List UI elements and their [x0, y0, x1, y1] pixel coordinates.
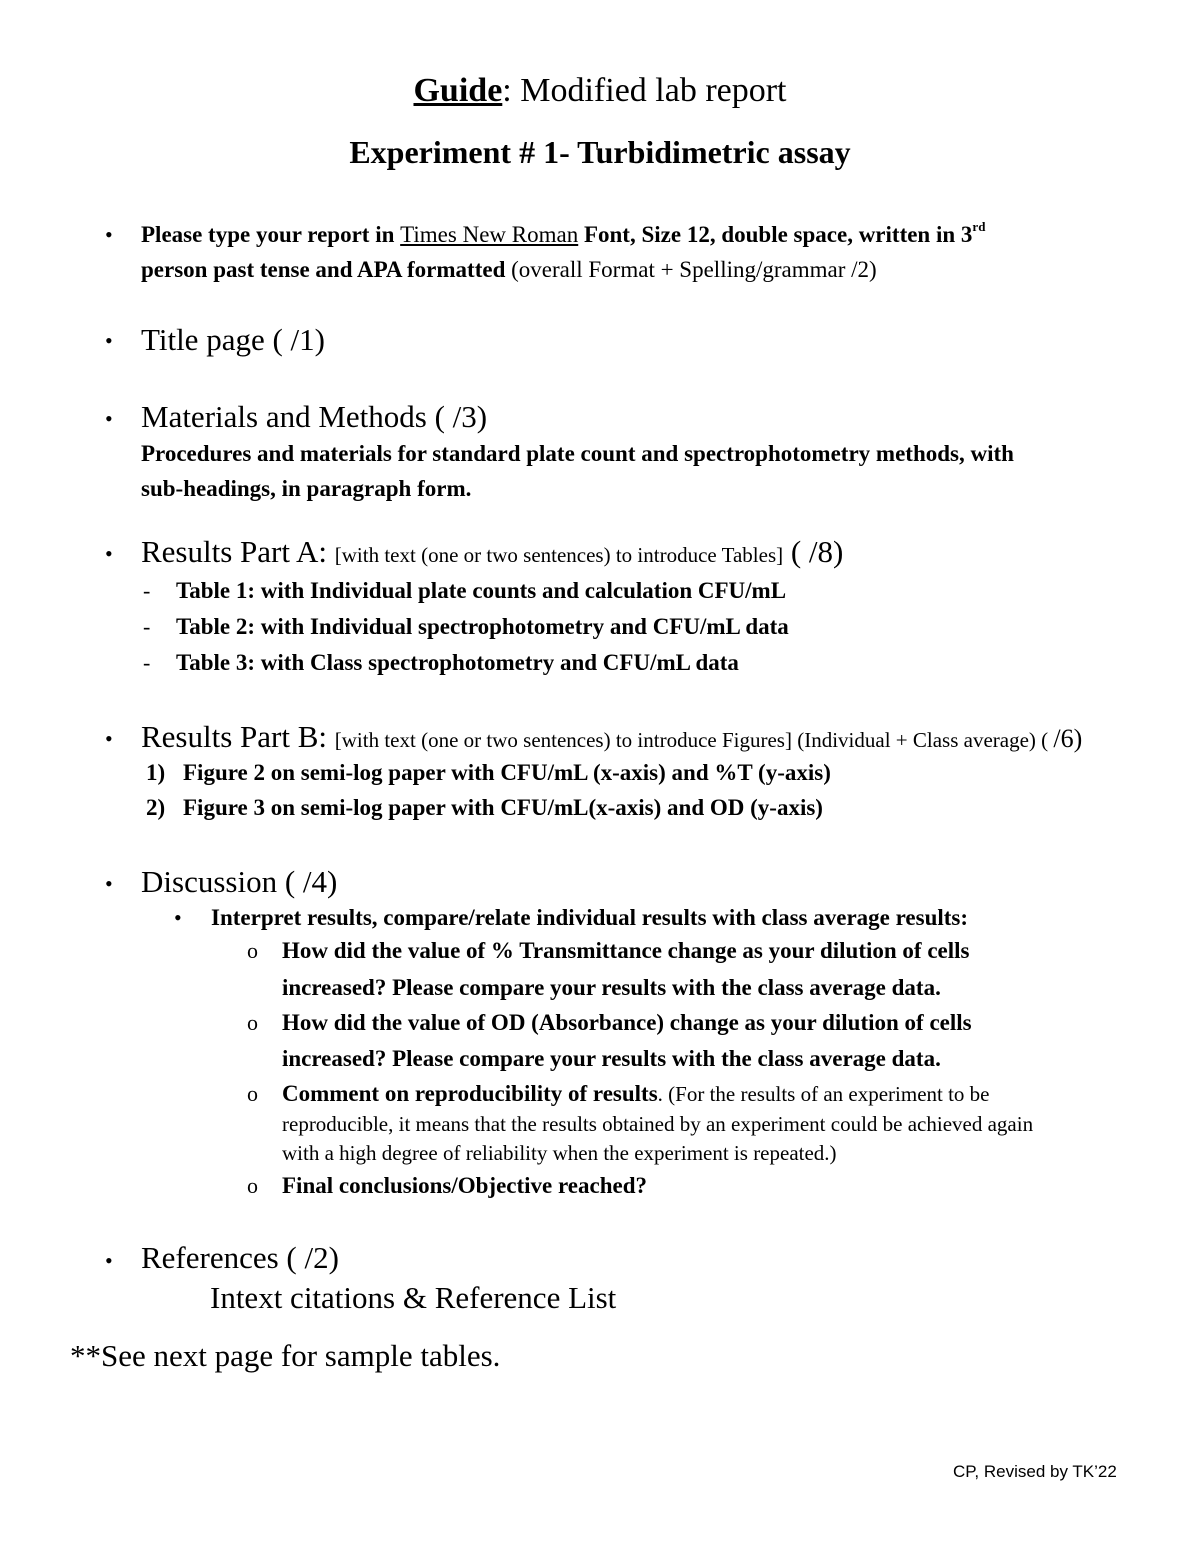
question-reproducibility-line3: with a high degree of reliability when the experiment is repeated.) [282, 1141, 837, 1165]
materials-heading: Materials and Methods ( /3) [141, 399, 488, 434]
references-heading: References ( /2) [141, 1240, 339, 1275]
materials-description-line1: Procedures and materials for standard plate count and spectrophotometry methods, with [141, 441, 1014, 466]
bullet-icon: • [105, 541, 113, 566]
results-a-note: [with text (one or two sentences) to introduce Tables] [334, 543, 784, 567]
question-transmittance-line2: increased? Please compare your results with the class average data. [282, 975, 941, 1000]
question-reproducibility-line2: reproducible, it means that the results obtained by an experiment could be achieved again [282, 1112, 1034, 1136]
results-a-table2: Table 2: with Individual spectrophotometry and CFU/mL data [176, 614, 789, 639]
format-instructions-line2: person past tense and APA formatted (overall Format + Spelling/grammar /2) [141, 257, 877, 282]
dash-icon: - [143, 650, 151, 675]
format-instructions-line1: Please type your report in Times New Roman Font, Size 12, double space, written in 3rd [141, 219, 986, 247]
bullet-icon: • [105, 1248, 113, 1273]
bullet-icon: • [105, 726, 113, 751]
question-reproducibility-line1: Comment on reproducibility of results. (For the results of an experiment to be [282, 1081, 990, 1106]
results-a-table3: Table 3: with Class spectrophotometry and CFU/mL data [176, 650, 739, 675]
question-conclusions: Final conclusions/Objective reached? [282, 1173, 648, 1198]
question-absorbance-line1: How did the value of OD (Absorbance) change as your dilution of cells [282, 1010, 972, 1035]
results-b-num1: 1) [146, 760, 166, 785]
circle-bullet-icon: o [247, 1010, 258, 1035]
bullet-icon: • [105, 871, 113, 896]
circle-bullet-icon: o [247, 1173, 258, 1198]
experiment-title: Experiment # 1- Turbidimetric assay [349, 134, 851, 170]
circle-bullet-icon: o [247, 938, 258, 963]
discussion-subheading: Interpret results, compare/relate individual results with class average results: [211, 905, 969, 930]
references-subtext: Intext citations & Reference List [210, 1280, 617, 1315]
results-b-heading: Results Part B: [with text (one or two sentences) to introduce Figures] (Individual + Class average) ( /6) [141, 719, 1083, 754]
results-a-table1: Table 1: with Individual plate counts and calculation CFU/mL [176, 578, 787, 603]
guide-label: Guide [413, 72, 503, 109]
question-transmittance-line1: How did the value of % Transmittance change as your dilution of cells [282, 938, 970, 963]
results-a-heading: Results Part A: [with text (one or two sentences) to introduce Tables] ( /8) [141, 534, 844, 569]
bullet-icon: • [105, 328, 113, 353]
apa-formatted: APA formatted [356, 257, 506, 282]
guide-subtitle: : Modified lab report [502, 72, 787, 109]
see-next-page-note: **See next page for sample tables. [70, 1338, 501, 1373]
results-b-score: /6) [1053, 724, 1083, 753]
results-b-figure2: Figure 2 on semi-log paper with CFU/mL (x-axis) and %T (y-axis) [183, 760, 831, 785]
results-a-score: ( /8) [783, 534, 844, 569]
discussion-heading: Discussion ( /4) [141, 864, 338, 899]
results-b-num2: 2) [146, 795, 166, 820]
dash-icon: - [143, 614, 151, 639]
bullet-icon: • [105, 406, 113, 431]
dash-icon: - [143, 578, 151, 603]
bullet-icon: • [174, 905, 182, 930]
document-title [0, 72, 1200, 110]
question-absorbance-line2: increased? Please compare your results with the class average data. [282, 1046, 941, 1071]
font-name: Times New Roman [400, 222, 579, 247]
revision-footer: CP, Revised by TK’22 [953, 1462, 1117, 1481]
materials-description-line2: sub-headings, in paragraph form. [141, 476, 472, 501]
bullet-icon: • [105, 222, 113, 247]
results-b-note: [with text (one or two sentences) to introduce Figures] (Individual + Class average) ( [334, 728, 1054, 752]
title-page-heading: Title page ( /1) [141, 322, 325, 357]
results-b-figure3: Figure 3 on semi-log paper with CFU/mL(x-axis) and OD (y-axis) [183, 795, 823, 820]
circle-bullet-icon: o [247, 1081, 258, 1106]
